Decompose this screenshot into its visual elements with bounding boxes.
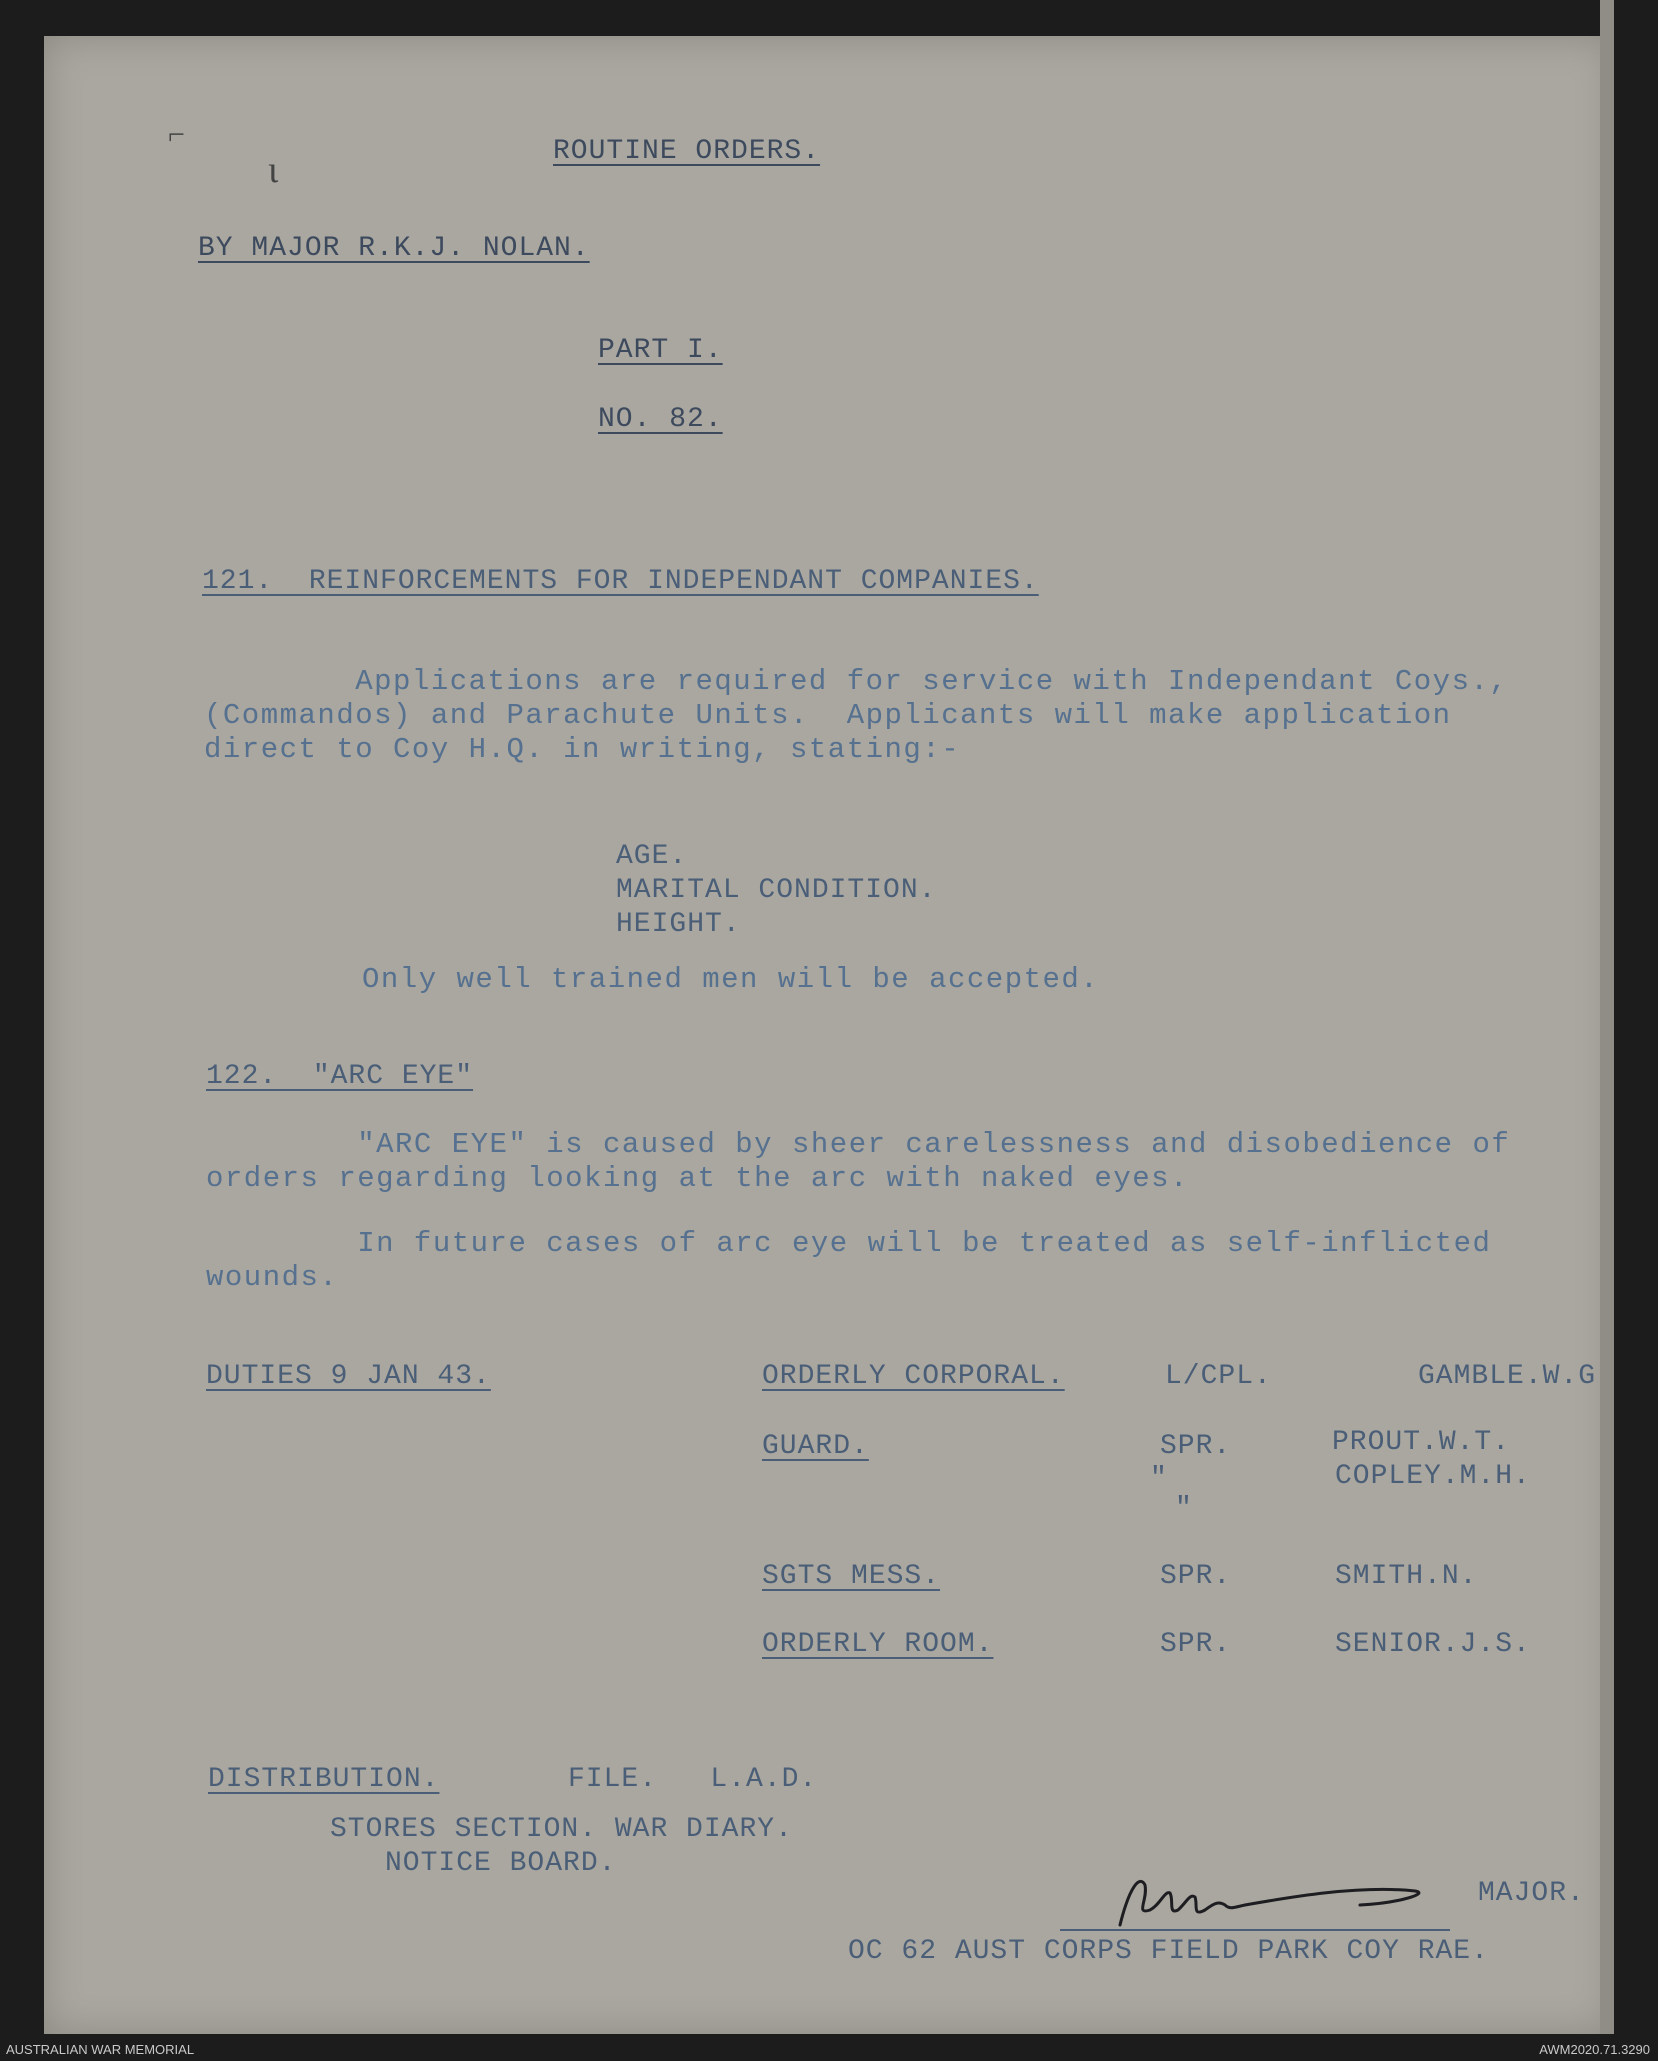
document-title: ROUTINE ORDERS. — [553, 136, 821, 167]
signatory-unit: OC 62 AUST CORPS FIELD PARK COY RAE. — [848, 1936, 1489, 1967]
section-122-line: In future cases of arc eye will be treated as self-inflicted — [206, 1227, 1492, 1260]
requirement-item: HEIGHT. — [616, 909, 741, 940]
pencil-mark: ⌐ — [168, 118, 185, 151]
duty-rank: SPR. — [1160, 1561, 1232, 1592]
duty-rank: SPR. — [1160, 1629, 1232, 1660]
requirement-item: AGE. — [616, 841, 688, 872]
section-122-line: wounds. — [206, 1261, 339, 1294]
requirement-item: MARITAL CONDITION. — [616, 875, 937, 906]
page-edge — [1600, 0, 1614, 2034]
duty-name: ORDERLY CORPORAL. — [762, 1361, 1065, 1392]
document-page — [44, 36, 1614, 2034]
punch-hole-mark: ɩ — [268, 149, 279, 191]
duty-rank: L/CPL. — [1165, 1361, 1272, 1392]
duties-label: DUTIES 9 JAN 43. — [206, 1361, 491, 1392]
duty-person: PROUT.W.T. — [1332, 1427, 1511, 1458]
duty-rank: " — [1150, 1463, 1168, 1494]
duty-name: ORDERLY ROOM. — [762, 1629, 994, 1660]
section-122-heading: 122. "ARC EYE" — [206, 1061, 474, 1092]
section-121-line: direct to Coy H.Q. in writing, stating:- — [204, 733, 961, 766]
signatory-rank: MAJOR. — [1478, 1878, 1585, 1909]
section-121-heading: 121. REINFORCEMENTS FOR INDEPENDANT COMPANIES. — [202, 566, 1039, 597]
duty-person: SMITH.N. — [1335, 1561, 1478, 1592]
duty-name: GUARD. — [762, 1431, 869, 1462]
duty-rank: SPR. — [1160, 1431, 1232, 1462]
signature — [1060, 1855, 1480, 1945]
section-121-line: (Commandos) and Parachute Units. Applicants will make application — [204, 699, 1452, 732]
duty-rank: " — [1175, 1493, 1193, 1524]
distribution-list: NOTICE BOARD. — [385, 1848, 617, 1879]
part-label: PART I. — [598, 335, 723, 366]
section-122-line: "ARC EYE" is caused by sheer carelessness and disobedience of — [206, 1128, 1511, 1161]
footer-reference: AWM2020.71.3290 — [1539, 2042, 1650, 2057]
order-number: NO. 82. — [598, 404, 723, 435]
duty-name: SGTS MESS. — [762, 1561, 941, 1592]
footer-archive: AUSTRALIAN WAR MEMORIAL — [6, 2042, 195, 2057]
distribution-label: DISTRIBUTION. — [208, 1764, 440, 1795]
distribution-list: FILE. L.A.D. — [568, 1764, 818, 1795]
duty-person: SENIOR.J.S. — [1335, 1629, 1531, 1660]
section-121-closing: Only well trained men will be accepted. — [362, 963, 1100, 996]
section-121-line: Applications are required for service with Independant Coys., — [204, 665, 1509, 698]
section-122-line: orders regarding looking at the arc with naked eyes. — [206, 1162, 1189, 1195]
duty-person: GAMBLE.W.G — [1418, 1361, 1597, 1392]
duty-person: COPLEY.M.H. — [1335, 1461, 1531, 1492]
distribution-list: STORES SECTION. WAR DIARY. — [330, 1814, 793, 1845]
issued-by: BY MAJOR R.K.J. NOLAN. — [198, 233, 590, 264]
